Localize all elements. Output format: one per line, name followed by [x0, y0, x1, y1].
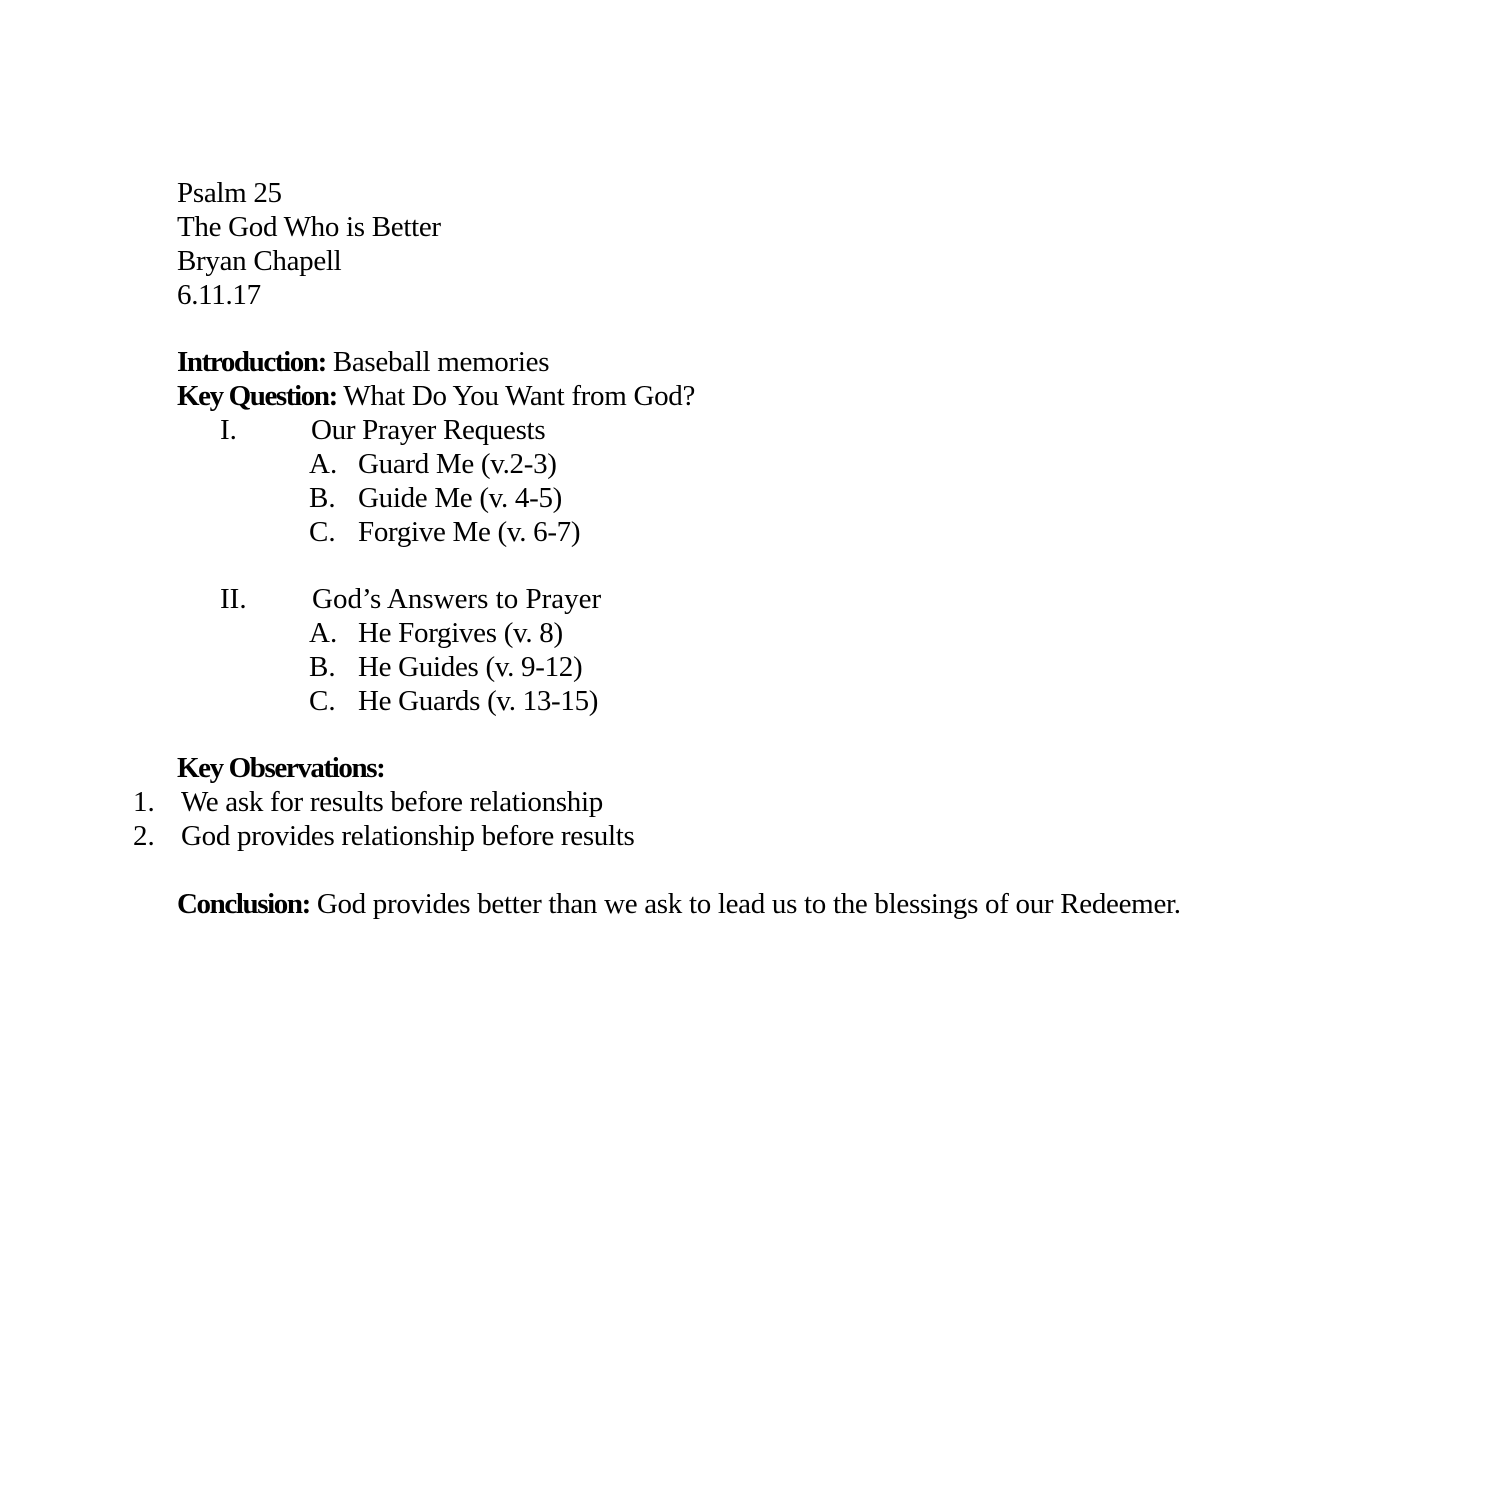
outline-heading: God’s Answers to Prayer [312, 583, 602, 615]
point-text: Guard Me (v.2-3) [358, 448, 557, 480]
observation-number: 2. [133, 820, 155, 852]
key-question-text: What Do You Want from God? [343, 380, 696, 412]
point-letter: C. [309, 516, 336, 548]
point-letter: A. [309, 617, 338, 649]
outline-numeral: I. [220, 414, 237, 446]
observation-text: We ask for results before relationship [181, 786, 603, 818]
conclusion-label: Conclusion: [177, 888, 310, 920]
introduction-text: Baseball memories [332, 346, 550, 378]
sermon-date: 6.11.17 [177, 279, 261, 311]
outline-numeral: II. [220, 583, 247, 615]
introduction-label: Introduction: [177, 346, 326, 378]
point-letter: B. [309, 651, 336, 683]
observation-text: God provides relationship before results [181, 820, 635, 852]
point-letter: B. [309, 482, 336, 514]
point-text: Guide Me (v. 4-5) [358, 482, 563, 514]
point-text: Forgive Me (v. 6-7) [358, 516, 581, 548]
key-observations-label: Key Observations: [177, 752, 385, 784]
key-question-label: Key Question: [177, 380, 337, 412]
sermon-author: Bryan Chapell [177, 245, 342, 277]
passage-reference: Psalm 25 [177, 177, 282, 209]
conclusion-text: God provides better than we ask to lead us to the blessings of our Redeemer. [316, 888, 1181, 920]
outline-heading: Our Prayer Requests [311, 414, 546, 446]
key-question [177, 379, 695, 413]
point-letter: A. [309, 448, 338, 480]
point-text: He Forgives (v. 8) [358, 617, 563, 649]
sermon-title: The God Who is Better [177, 211, 441, 243]
introduction [177, 345, 549, 379]
point-text: He Guides (v. 9-12) [358, 651, 583, 683]
point-text: He Guards (v. 13-15) [358, 685, 599, 717]
point-letter: C. [309, 685, 336, 717]
conclusion [177, 887, 1181, 921]
observation-number: 1. [133, 786, 155, 818]
